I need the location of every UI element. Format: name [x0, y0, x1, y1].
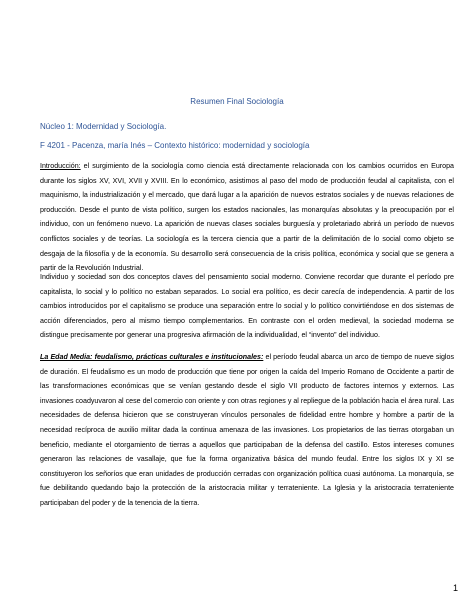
paragraph-text: el período feudal abarca un arco de tiempo de nueve siglos de duración. El feudalismo es un modo de producción que tiene por origen la caída del Imperio Romano de Occidente a partir de las transformaciones económicas que se venían gestando desde el siglo VII producto de factores internos y externos. Las invasiones coadyuvaron al cese del comercio con oriente y con otras regiones y al repliegue de la población hacia el área rural. Las necesidades de defensa hicieron que se construyeran vínculos personales de fidelidad entre hombre y hombre a partir de la necesidad recíproca de auxilio militar dada la continua amenaza de las invasiones. Los propietarios de las tierras otorgaban un beneficio, mediante el otorgamiento de tierras a aquellos que participaban de la defensa del castillo. Estos intereses comunes generaron las relaciones de vasallaje, que fue la forma organizativa básica del mundo feudal. Entre los siglos IX y XI se constituyeron los señoríos que eran unidades de producción cerradas con organización política cuasi autónoma. La monarquía, se fue debilitando quedando bajo la protección de la aristocracia militar y terrateniente. La Iglesia y la aristocracia terrateniente participaban del poder y de la tenencia de la tierra. — [40, 353, 454, 507]
document-title: Resumen Final Sociología — [190, 97, 284, 106]
subsection-heading: F 4201 - Pacenza, maría Inés – Contexto histórico: modernidad y sociología — [40, 141, 310, 150]
paragraph-lead: La Edad Media: feudalismo, prácticas culturales e institucionales: — [40, 353, 264, 361]
paragraph-text: el surgimiento de la sociología como ciencia está directamente relacionada con los cambios ocurridos en Europa durante los siglos XV, XVI, XVII y XVIII. En lo económico, asistimos al paso del modo de producción feudal al capitalista, con el maquinismo, la industrialización y el mercado, que dará lugar a la aparición de nuevos estratos sociales y de nuevas relaciones de producción. Desde el punto de vista político, surgen los estados nacionales, las monarquías absolutas y la preocupación por el individuo, con un fenómeno nuevo. La aparición de nuevas clases sociales burguesía y proletariado abrirá un período de nuevos conflictos sociales y de teorías. La sociología es la tercera ciencia que a partir de la delimitación de lo social como objeto se desgaja de la filosofía y de la economía. Su desarrollo será consecuencia de la crisis política, económica y social que se genera a partir de la Revolución Industrial. — [40, 162, 454, 273]
paragraph-introduction — [40, 159, 454, 276]
page-number: 1 — [452, 583, 458, 593]
section-heading: Núcleo 1: Modernidad y Sociología. — [40, 122, 167, 131]
paragraph-individuo-sociedad — [40, 270, 454, 343]
paragraph-edad-media — [40, 350, 454, 511]
paragraph-lead: Introducción: — [40, 162, 81, 170]
paragraph-text: Individuo y sociedad son dos conceptos claves del pensamiento social moderno. Conviene recordar que durante el período pre capitalista, lo social y lo político no estaban separados. Lo social era político, es decir carecía de independencia. A partir de los cambios introducidos por el capitalismo se produce una separación entre lo social y lo político convirtiéndose en dos sistemas de acción diferenciados, pero al mismo tiempo complementarios. En contraste con el orden medieval, la sociedad moderna se distingue precisamente por generar una progresiva afirmación de la individualidad, el “invento” del individuo. — [40, 273, 454, 340]
